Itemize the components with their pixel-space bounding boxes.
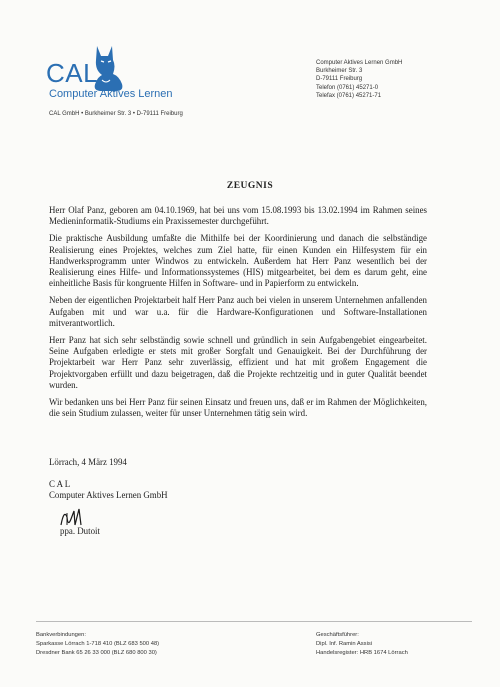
signatory-name: ppa. Dutoit: [60, 526, 100, 536]
logo-wordmark: CAL: [46, 58, 99, 88]
trade-register: Handelsregister: HRB 1674 Lörrach: [316, 649, 408, 656]
place-date: Lörrach, 4 März 1994: [49, 457, 127, 467]
document-title: ZEUGNIS: [226, 181, 274, 191]
bank-line: Dresdner Bank 65 26 33 000 (BLZ 680 800 30): [36, 649, 157, 656]
md-name: Dipl. Inf. Ramin Assisi: [316, 640, 373, 647]
letter-body: [49, 205, 427, 425]
closing-abbr: C A L: [49, 479, 71, 490]
company-address-block: [316, 59, 402, 100]
logo-subtitle: Computer Aktives Lernen: [49, 88, 173, 100]
bank-label: Bankverbindungen:: [36, 632, 86, 638]
body-paragraph: Herr Panz hat sich sehr selbständig sowie schnell und gründlich in sein Aufgabengebiet eingearbeitet. Seine Aufgaben erledigte er stets mit großer Sorgfalt und Genauigkeit. Bei der Durchführung der Projektarbeit war Herr Panz sehr zuverlässig, effizient und hat mit großem Engagement die Projektvorgaben erfüllt und dazu beigetragen, daß die Projekte rechtzeitig und in guter Qualität beendet wurden.: [49, 335, 427, 390]
address-phone: Telefon (0761) 45271-0: [316, 84, 379, 91]
bank-line: Sparkasse Lörrach 1-718 410 (BLZ 683 500 48): [36, 640, 160, 647]
address-company: Computer Aktives Lernen GmbH: [316, 60, 403, 66]
body-paragraph: Wir bedanken uns bei Herr Panz für seinen Einsatz und freuen uns, daß er im Rahmen der Möglichkeiten, die sein Studium zulassen, weiter für unser Unternehmen tätig sein wird.: [49, 397, 427, 419]
closing-block: [49, 457, 168, 502]
footer-management-info: [316, 631, 408, 657]
address-city: D-79111 Freiburg: [316, 76, 363, 83]
body-paragraph: Die praktische Ausbildung umfaßte die Mithilfe bei der Koordinierung und danach die selbständige Realisierung eines Projektes, welches zum Ziel hatte, für einen Kunden ein Hilfesystem für ein Handwerksprogramm unter Windwos zu entwickeln. Außerdem hat Herr Panz wesentlich bei der Realisierung eines Hilfe- und Informationssystemes (HIS) mitgearbeitet, bei dem es darum geht, eine einheitliche Basis für kongruente Hilfen in Software- und in Papierform zu entwickeln.: [49, 233, 427, 289]
body-paragraph: Neben der eigentlichen Projektarbeit half Herr Panz auch bei vielen in unserem Unternehmen anfallenden Aufgaben mit und war u.a. für die Hardware-Konfigurationen und Software-Installationen mitverantwortlich.: [49, 295, 427, 328]
md-label: Geschäftsführer:: [316, 632, 359, 638]
sender-line: CAL GmbH • Burkheimer Str. 3 • D-79111 Freiburg: [49, 111, 183, 117]
address-street: Burkheimer Str. 3: [316, 68, 363, 75]
closing-company: Computer Aktives Lernen GmbH: [49, 490, 168, 501]
footer-bank-info: [36, 631, 159, 657]
body-paragraph: Herr Olaf Panz, geboren am 04.10.1969, hat bei uns vom 15.08.1993 bis 13.02.1994 im Rahmen seines Medieninformatik-Studiums ein Praxissemester durchgeführt.: [49, 205, 427, 227]
address-fax: Telefax (0761) 45271-71: [316, 92, 382, 99]
footer-divider: [36, 621, 472, 622]
